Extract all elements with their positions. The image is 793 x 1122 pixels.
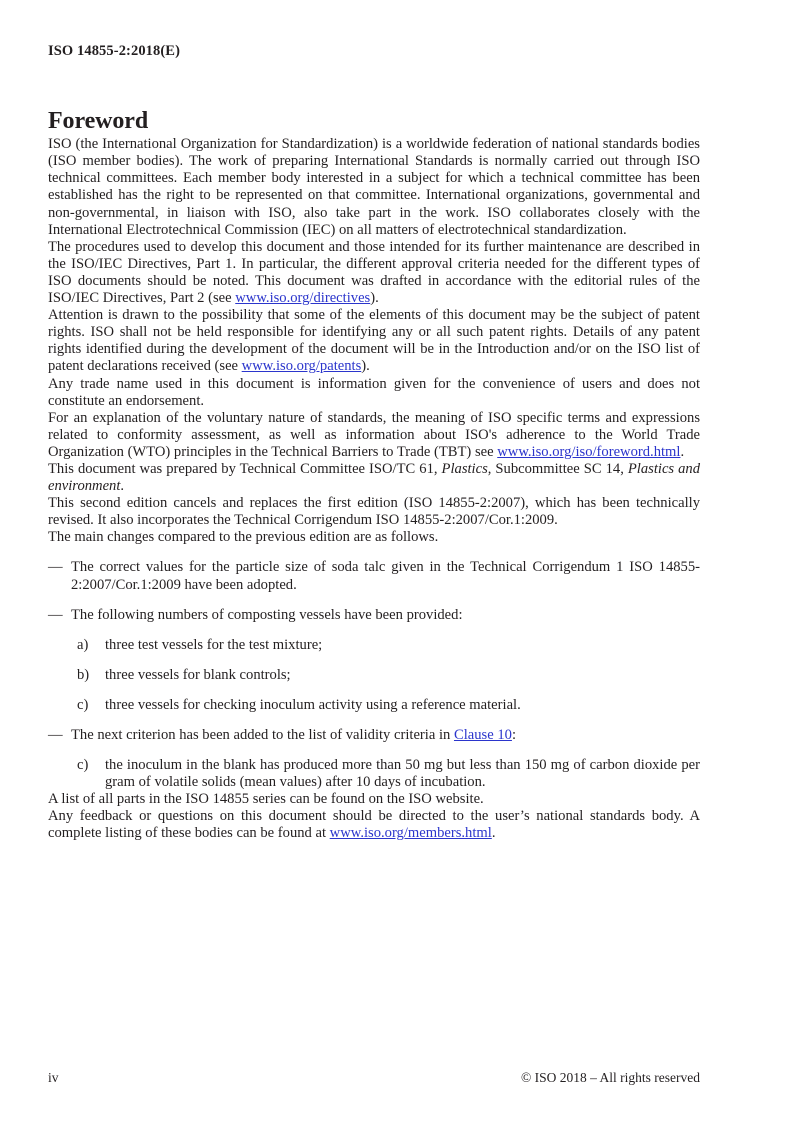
change-item-2 bbox=[48, 607, 700, 624]
link-clause-10[interactable]: Clause 10 bbox=[453, 727, 512, 743]
link-iso-directives[interactable]: www.iso.org/directives bbox=[235, 290, 371, 307]
paragraph-trade-name: Any trade name used in this document is information given for the convenience of users and does not constitute an endorsement. bbox=[48, 375, 700, 409]
change-item-3-text-before: The next criterion has been added to the list of validity criteria in bbox=[71, 727, 454, 743]
paragraph-scope-iso: ISO (the International Organization for Standardization) is a worldwide federation of national standards bodies (ISO member bodies). The work of preparing International Standards is normally carried out through ISO technical committees. Each member body interested in a subject for which a technical committee has been established has the right to be represented on that committee. International organizations, governmental and non-governmental, in liaison with ISO, also take part in the work. ISO collaborates closely with the International Electrotechnical Commission (IEC) on all matters of electrotechnical standardization. bbox=[48, 136, 700, 238]
paragraph-feedback-text-after: . bbox=[491, 825, 496, 842]
vessel-list-item-a-text: three test vessels for the test mixture; bbox=[105, 636, 323, 653]
paragraph-patent-rights bbox=[48, 307, 700, 375]
page-content bbox=[48, 0, 700, 843]
link-iso-patents[interactable]: www.iso.org/patents bbox=[241, 358, 362, 375]
vessel-list-item-c-text: three vessels for checking inoculum activity using a reference material. bbox=[105, 696, 521, 713]
criterion-list-item-c-text: the inoculum in the blank has produced more than 50 mg but less than 150 mg of carbon dioxide per gram of volatile solids (mean values) after 10 days of incubation. bbox=[105, 757, 700, 791]
copyright-notice: © ISO 2018 – All rights reserved bbox=[521, 1070, 700, 1085]
dash-marker: — bbox=[48, 559, 63, 576]
committee-italic-plastics: Plastics bbox=[441, 460, 488, 477]
change-item-1 bbox=[48, 559, 700, 593]
link-iso-foreword[interactable]: www.iso.org/iso/foreword.html bbox=[497, 443, 681, 460]
paragraph-second-edition: This second edition cancels and replaces the first edition (ISO 14855-2:2007), which has been technically revised. It also incorporates the Technical Corrigendum ISO 14855-2:2007/Cor.1:2009. bbox=[48, 495, 700, 529]
criterion-list-item-c bbox=[77, 757, 700, 791]
paragraph-patent-text-after: ). bbox=[361, 358, 370, 375]
list-marker-c: c) bbox=[77, 757, 89, 774]
page-footer bbox=[48, 1070, 700, 1086]
paragraph-committee bbox=[48, 461, 700, 495]
change-item-2-text: The following numbers of composting vessels have been provided: bbox=[71, 606, 463, 623]
page-title: Foreword bbox=[48, 108, 149, 135]
committee-text-3: . bbox=[120, 478, 125, 495]
paragraph-procedures-text-after: ). bbox=[370, 290, 379, 307]
change-item-3 bbox=[48, 727, 700, 744]
dash-marker: — bbox=[48, 727, 63, 743]
paragraph-feedback bbox=[48, 808, 700, 842]
paragraph-wto-text-after: . bbox=[680, 443, 685, 460]
vessel-list-item-b bbox=[77, 667, 700, 684]
change-item-1-text: The correct values for the particle size of soda talc given in the Technical Corrigendum 1 ISO 14855-2:2007/Cor.1:2009 have been adopted. bbox=[71, 559, 700, 593]
paragraph-procedures-text-before: The procedures used to develop this document and those intended for its further maintenance are described in the ISO/IEC Directives, Part 1. In particular, the different approval criteria needed for the different types of ISO documents should be noted. This document was drafted in accordance with the editorial rules of the ISO/IEC Directives, Part 2 (see bbox=[48, 238, 700, 307]
committee-text-2: , Subcommittee SC 14, bbox=[487, 460, 628, 477]
vessel-list-item-c bbox=[77, 697, 700, 714]
paragraph-patent-text-before: Attention is drawn to the possibility that some of the elements of this document may be the subject of patent rights. ISO shall not be held responsible for identifying any or all such patent rights. Details of any patent rights identified during the development of the document will be in the Introduction and/or on the ISO list of patent declarations received (see bbox=[48, 307, 700, 375]
paragraph-wto-text-before: For an explanation of the voluntary nature of standards, the meaning of ISO specific terms and expressions related to conformity assessment, as well as information about ISO's adherence to the World Trade Organization (WTO) principles in the Technical Barriers to Trade (TBT) see bbox=[48, 409, 700, 460]
paragraph-procedures bbox=[48, 239, 700, 307]
vessel-list-item-b-text: three vessels for blank controls; bbox=[105, 666, 291, 683]
committee-italic-plastics-environment: Plastics and environment bbox=[48, 460, 701, 495]
paragraph-main-changes-intro: The main changes compared to the previous edition are as follows. bbox=[48, 529, 439, 546]
dash-marker: — bbox=[48, 606, 63, 623]
vessel-list-item-a bbox=[77, 637, 700, 654]
list-marker-b: b) bbox=[77, 666, 90, 683]
link-iso-members[interactable]: www.iso.org/members.html bbox=[329, 825, 492, 842]
paragraph-feedback-text-before: Any feedback or questions on this document should be directed to the user’s national standards body. A complete listing of these bodies can be found at bbox=[48, 808, 700, 842]
committee-text-1: This document was prepared by Technical Committee ISO/TC 61, bbox=[48, 460, 442, 477]
page-number: iv bbox=[48, 1070, 59, 1085]
list-marker-a: a) bbox=[77, 636, 89, 653]
document-header: ISO 14855-2:2018(E) bbox=[48, 43, 180, 59]
list-marker-c: c) bbox=[77, 696, 89, 713]
paragraph-wto-tbt bbox=[48, 410, 700, 461]
paragraph-parts-list: A list of all parts in the ISO 14855 series can be found on the ISO website. bbox=[48, 791, 484, 808]
change-item-3-text-after: : bbox=[511, 727, 516, 743]
